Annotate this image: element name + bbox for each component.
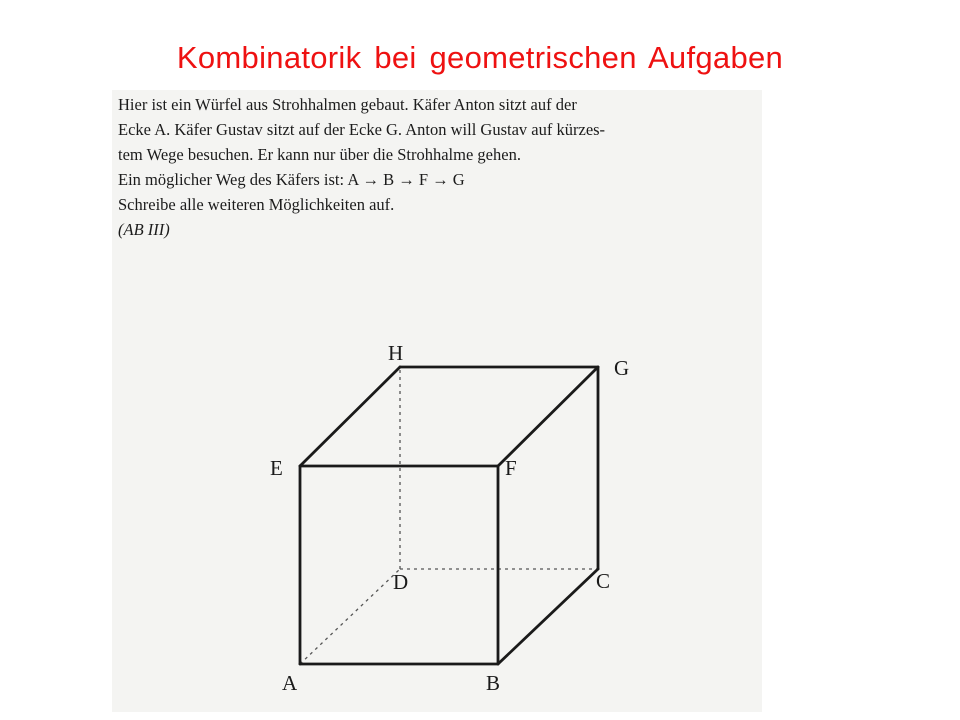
edge-f-g [498, 367, 598, 466]
vertex-label-h: H [388, 341, 404, 365]
vertex-label-e: E [270, 456, 283, 480]
vertex-label-c: C [596, 569, 611, 593]
vertex-label-b: B [486, 671, 501, 695]
edge-e-h [300, 367, 400, 466]
task-line: Schreibe alle weiteren Möglichkeiten auf. [118, 195, 395, 214]
edge-b-c [498, 569, 598, 664]
task-line: tem Wege besuchen. Er kann nur über die Strohhalme gehen. [118, 145, 521, 164]
vertex-label-a: A [282, 671, 298, 695]
cube-diagram [112, 90, 762, 712]
vertex-label-d: D [393, 570, 409, 594]
task-line: Hier ist ein Würfel aus Strohhalmen gebaut. Käfer Anton sitzt auf der [118, 95, 577, 114]
slide-title: Kombinatorik bei geometrischen Aufgaben [176, 40, 784, 75]
task-level: (AB III) [118, 220, 170, 239]
edge-a-d [300, 569, 400, 664]
task-line: Ein möglicher Weg des Käfers ist: A → B → F → G [118, 170, 465, 189]
vertex-label-f: F [505, 456, 517, 480]
scanned-worksheet [112, 90, 762, 712]
vertex-label-g: G [614, 356, 630, 380]
task-line: Ecke A. Käfer Gustav sitzt auf der Ecke G. Anton will Gustav auf kürzes- [118, 120, 606, 139]
